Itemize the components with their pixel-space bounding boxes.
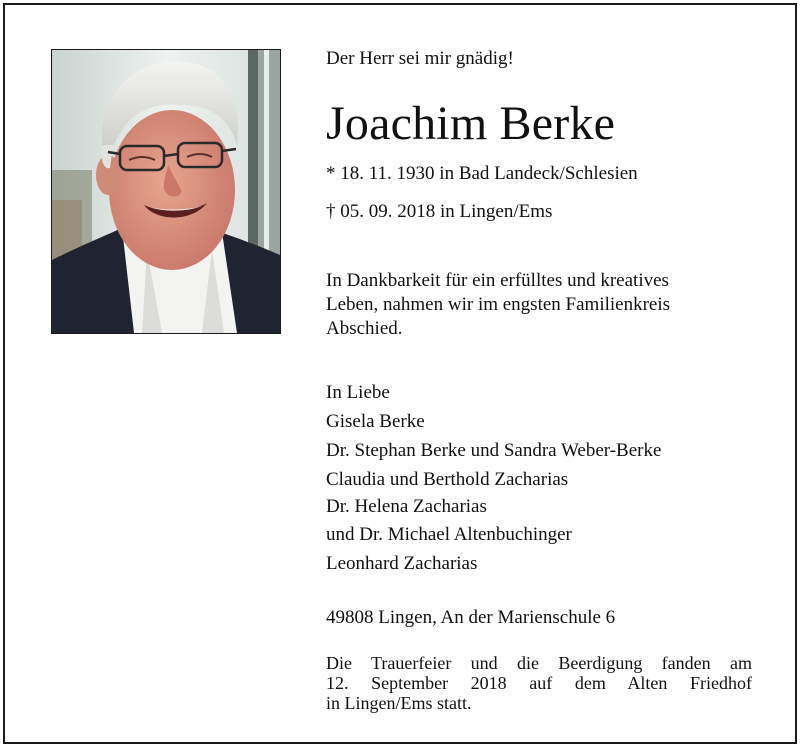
mourner-name: und Dr. Michael Altenbuchinger (326, 524, 572, 545)
funeral-line: Die Trauerfeier und die Beerdigung fanden am (326, 653, 752, 673)
birth-date-place: * 18. 11. 1930 in Bad Landeck/Schlesien (326, 163, 638, 184)
mourner-name: Dr. Helena Zacharias (326, 496, 487, 517)
gratitude-line: Abschied. (326, 318, 403, 339)
portrait-illustration (52, 50, 280, 333)
gratitude-line: In Dankbarkeit für ein erfülltes und kreatives (326, 270, 669, 291)
mourners-list (326, 378, 750, 578)
gratitude-paragraph (326, 269, 750, 341)
funeral-line: 12. September 2018 auf dem Alten Friedhof (326, 673, 752, 693)
deceased-name: Joachim Berke (326, 97, 616, 150)
gratitude-line: Leben, nahmen wir im engsten Familienkreis (326, 294, 671, 315)
mourners-intro: In Liebe (326, 382, 390, 403)
death-date-place: † 05. 09. 2018 in Lingen/Ems (326, 201, 553, 222)
portrait-photo (51, 49, 281, 334)
mourner-name: Dr. Stephan Berke und Sandra Weber-Berke (326, 440, 662, 461)
mourner-name: Claudia und Berthold Zacharias (326, 469, 569, 490)
family-address: 49808 Lingen, An der Marienschule 6 (326, 607, 616, 628)
motto-verse: Der Herr sei mir gnädig! (326, 48, 514, 69)
mourner-name: Gisela Berke (326, 411, 425, 432)
mourner-name: Leonhard Zacharias (326, 553, 478, 574)
funeral-notice (326, 653, 752, 713)
funeral-line: in Lingen/Ems statt. (326, 693, 472, 713)
